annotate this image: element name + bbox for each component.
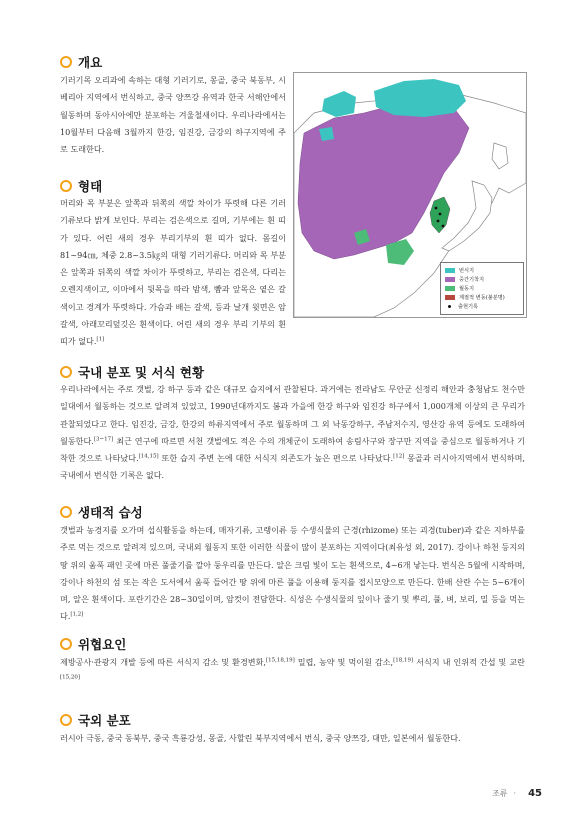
legend-item-breeding: 번식지 xyxy=(445,266,519,275)
bullet-icon xyxy=(60,180,72,192)
morphology-text: 머리와 목 부분은 앞쪽과 뒤쪽의 색깔 차이가 뚜렷해 다른 기러기류보다 밝게 보인다. 부리는 검은색으로 길며, 기부에는 흰 띠가 있다. 어린 새의 경우 부리기부의 흰 띠가 없다. 몸길이 81~94㎝, 체중 2.8~3.5㎏의 대형 기러기류다. 머리와 목 부분은 앞쪽과 뒤쪽의 색깔 차이가 뚜렷하고, 부리는 검은색, 다리는 오렌지색이고, 이마에서 뒷목을 따라 밤색, 뺨과 앞목은 옅은 갈색이고 경계가 뚜렷하다. 가슴과 배는 갈색, 등과 날개 윗면은 암갈색, 아래꼬리덮깃은 흰색이다. 어린 새의 경우 부리 기부의 흰 띠가 없다.[1] xyxy=(60,198,286,347)
domestic-text: 우리나라에서는 주로 갯벌, 강 하구 등과 같은 대규모 습지에서 관찰된다. 과거에는 전라남도 무안군 신정리 해안과 충청남도 천수만 일대에서 월동하는 것으로 알려져 있었고, 1990년대까지도 봄과 가을에 한강 하구와 임진강 하구에서 1,000개체 이상의 큰 무리가 관찰되었다고 한다. 임진강, 금강, 한강의 하류지역에서 주로 월동하며 그 외 낙동강하구, 주남저수지, 영산강 유역 등에도 도래하여 월동한다.[3~17] 최근 연구에 따르면 서천 갯벌에도 적은 수의 개체군이 도래하여 송림사구와 장구만 지역을 중심으로 월동하거나 기착한 것으로 나타났다.[14,15] 또한 습지 주변 논에 대한 서식지 의존도가 높은 편으로 나타났다.[12] 몽골과 러시아지역에서 번식하며, 국내에서 번식한 기록은 없다. xyxy=(60,384,525,481)
abroad-heading: 국외 분포 xyxy=(60,711,131,729)
legend-item-seasonal: 계절적 변동(불분명) xyxy=(445,293,519,302)
footer-section: 조류 xyxy=(492,789,508,798)
bullet-icon xyxy=(60,366,72,378)
morphology-heading: 형태 xyxy=(60,177,102,195)
domestic-heading: 국내 분포 및 서식 현황 xyxy=(60,363,204,381)
bullet-icon xyxy=(60,56,72,68)
legend-item-stopover: 중간기착지 xyxy=(445,275,519,284)
bullet-icon xyxy=(60,638,72,650)
legend-item-wintering: 월동지 xyxy=(445,284,519,293)
legend-item-records: 출현기록 xyxy=(445,302,519,311)
distribution-map xyxy=(293,72,527,318)
record-point xyxy=(442,225,445,228)
ecology-heading: 생태적 습성 xyxy=(60,503,143,521)
ecology-text: 갯벌과 농경지를 오가며 섭식활동을 하는데, 매자기류, 고랭이류 등 수생식물의 근경(rhizome) 또는 괴경(tuber)과 같은 지하부를 주로 먹는 것으로 알려져 있으며, 국내외 월동지 또한 이러한 식물이 많이 분포하는 지역이다(최유성 외, 2017). 강이나 하천 등지의 땅 위의 움푹 패인 곳에 마른 풀줄기를 깔아 둥우리를 만든다. 알은 크림 빛이 도는 흰색으로, 4~6개 낳는다. 번식은 5월에 시작하며, 강이나 하천의 섬 또는 작은 도서에서 움푹 들어간 땅 위에 마른 풀을 이용해 둥지를 접시모양으로 만든다. 한배 산란 수는 5~6개이며, 알은 흰색이다. 포란기간은 28~30일이며, 암컷이 전담한다. 식성은 수생식물의 잎이나 줄기 및 뿌리, 풀, 벼, 보리, 밀 등을 먹는다.[1,2] xyxy=(60,525,525,622)
map-legend xyxy=(440,262,524,315)
bullet-icon xyxy=(60,714,72,726)
overview-heading: 개요 xyxy=(60,53,102,71)
page-footer xyxy=(492,788,542,799)
record-point xyxy=(435,207,438,210)
footer-separator: · xyxy=(513,789,517,798)
overview-text: 기러기목 오리과에 속하는 대형 기러기로, 몽골, 중국 북동부, 시베리아 지역에서 번식하고, 중국 양쯔강 유역과 한국 서해안에서 월동하며 동아시아에만 분포하는 겨울철새이다. 우리나라에서는 10월부터 다음해 3월까지 한강, 임진강, 금강의 하구지역에 주로 도래한다. xyxy=(60,75,286,155)
page-number: 45 xyxy=(528,788,542,799)
record-point xyxy=(439,213,442,216)
threats-heading: 위협요인 xyxy=(60,635,126,653)
threats-text: 제방공사·관광지 개발 등에 따른 서식지 감소 및 환경변화,[15,18,19] 밀렵, 농약 및 먹이원 감소,[18,19] 서식지 내 인위적 간섭 및 교란[15,20] xyxy=(60,657,526,681)
bullet-icon xyxy=(60,506,72,518)
record-point xyxy=(437,220,440,223)
abroad-text: 러시아 극동, 중국 동북부, 중국 흑룡강성, 몽골, 사할린 북부지역에서 번식, 중국 양쯔강, 대만, 일본에서 월동한다. xyxy=(60,733,461,743)
